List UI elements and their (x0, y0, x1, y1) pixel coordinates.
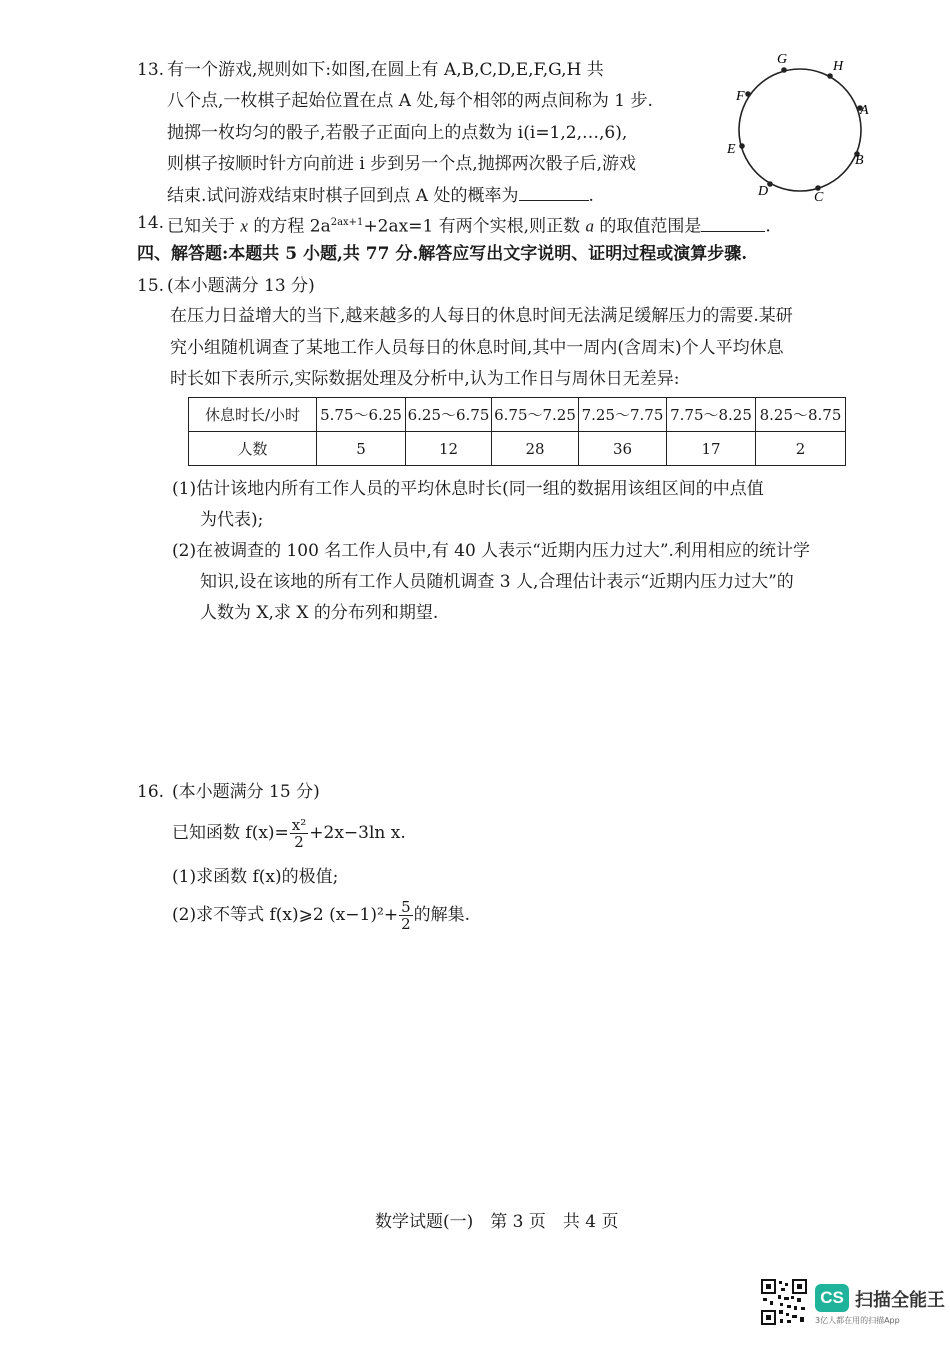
q16-part2: (2)求不等式 f(x)⩾2 (x−1)²+ $\frac{5}{2}$ 的解集. (172, 898, 471, 933)
circle-diagram (722, 50, 882, 206)
point-f (745, 91, 751, 97)
table-cell: 7.75～8.25 (667, 398, 756, 432)
q15-part1-line-2: 为代表); (200, 510, 264, 530)
section-heading: 四、解答题:本题共 5 小题,共 77 分.解答应写出文字说明、证明过程或演算步骤. (137, 244, 748, 264)
table-cell: 28 (492, 432, 579, 466)
table-cell: 36 (579, 432, 667, 466)
q13-line-3: 抛掷一枚均匀的骰子,若骰子正面向上的点数为 i(i=1,2,…,6), (167, 123, 628, 143)
page-footer: 数学试题(一) 第 3 页 共 4 页 (375, 1212, 619, 1232)
q14-text: 已知关于 x 的方程 $2a^{2ax+1}+2ax=1$ 有两个实根,则正数 a 的取值范围是 . (167, 216, 771, 237)
table-cell: 5 (317, 432, 406, 466)
label-b: B (855, 153, 864, 168)
label-d: D (758, 184, 769, 199)
q15-intro-2: 究小组随机调查了某地工作人员每日的休息时间,其中一周内(含周末)个人平均休息 (170, 338, 784, 358)
q16-part1: (1)求函数 f(x)的极值; (172, 867, 339, 887)
table-row (189, 432, 846, 466)
q15-part2-line-2: 知识,设在该地的所有工作人员随机调查 3 人,合理估计表示“近期内压力过大”的 (200, 572, 794, 592)
q15-score: (本小题满分 13 分) (167, 276, 315, 296)
q15-intro-3: 时长如下表所示,实际数据处理及分析中,认为工作日与周休日无差异: (170, 369, 680, 389)
table-cell: 2 (756, 432, 846, 466)
q15-part1-line-1: (1)估计该地内所有工作人员的平均休息时长(同一组的数据用该组区间的中点值 (172, 479, 764, 499)
q15-part2-line-3: 人数为 X,求 X 的分布列和期望. (200, 603, 439, 623)
q15-part2-line-1: (2)在被调查的 100 名工作人员中,有 40 人表示“近期内压力过大”.利用相应的统计学 (172, 541, 810, 561)
q13-line-1: 有一个游戏,规则如下:如图,在圆上有 A,B,C,D,E,F,G,H 共 (167, 60, 604, 80)
q16-score: (本小题满分 15 分) (172, 782, 320, 802)
q16-given: 已知函数 f(x)= $\frac{\text{x²}}{2}$ +2x−3ln x. (172, 816, 406, 851)
q14-answer-blank (701, 231, 765, 232)
table-cell: 12 (406, 432, 492, 466)
q16-number: 16. (137, 782, 165, 802)
q13-answer-blank (519, 200, 589, 201)
table-cell: 8.25～8.75 (756, 398, 846, 432)
label-e: E (727, 142, 736, 157)
q13-line-4: 则棋子按顺时针方向前进 i 步到另一个点,抛掷两次骰子后,游戏 (167, 154, 637, 174)
fraction: $\frac{5}{2}$ (401, 898, 411, 933)
point-e (739, 143, 745, 149)
label-c: C (814, 190, 824, 205)
point-h (827, 73, 833, 79)
label-g: G (777, 52, 788, 67)
q13-number: 13. (137, 60, 165, 80)
table-cell: 7.25～7.75 (579, 398, 667, 432)
rest-time-table (188, 397, 846, 466)
table-cell: 5.75～6.25 (317, 398, 406, 432)
table-cell: 休息时长/小时 (189, 398, 317, 432)
q13-line-5: 结束.试问游戏结束时棋子回到点 A 处的概率为 . (167, 186, 594, 206)
q15-number: 15. (137, 276, 165, 296)
game-circle (739, 69, 861, 191)
label-a: A (860, 103, 869, 118)
scanner-app-name: 扫描全能王 (855, 1290, 945, 1311)
q13-line-2: 八个点,一枚棋子起始位置在点 A 处,每个相邻的两点间称为 1 步. (167, 91, 653, 111)
qr-code-icon (761, 1279, 807, 1325)
point-g (781, 67, 787, 73)
scanner-tagline: 3亿人都在用的扫描App (815, 1316, 900, 1325)
label-h: H (833, 59, 844, 74)
fraction: $\frac{\text{x²}}{2}$ (291, 816, 307, 851)
table-header-row (189, 398, 846, 432)
table-cell: 17 (667, 432, 756, 466)
q15-intro-1: 在压力日益增大的当下,越来越多的人每日的休息时间无法满足缓解压力的需要.某研 (170, 306, 793, 326)
q14-number: 14. (137, 213, 165, 233)
camscanner-logo-icon: CS (815, 1284, 849, 1312)
table-cell: 6.75～7.25 (492, 398, 579, 432)
table-cell: 6.25～6.75 (406, 398, 492, 432)
label-f: F (736, 89, 745, 104)
table-cell: 人数 (189, 432, 317, 466)
